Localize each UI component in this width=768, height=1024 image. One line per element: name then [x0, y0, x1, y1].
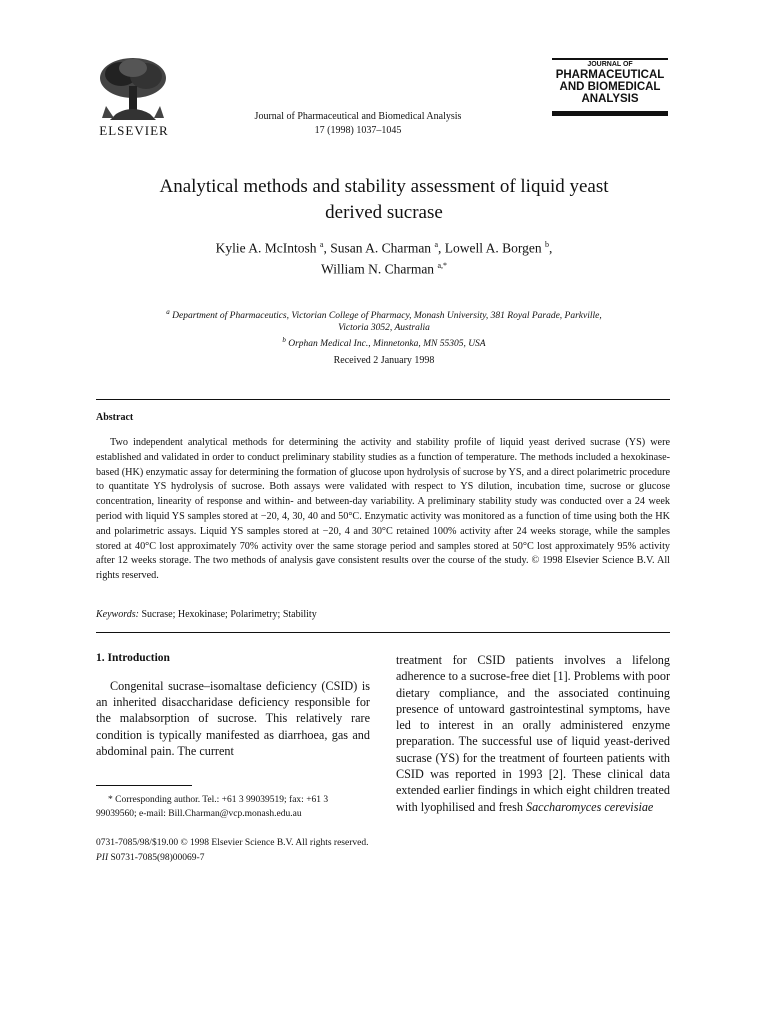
elsevier-tree-logo-icon — [96, 56, 170, 122]
species-name: Saccharomyces cerevisiae — [525, 799, 654, 814]
right-column — [396, 652, 670, 815]
abstract-top-rule — [96, 399, 670, 400]
masthead-line2: PHARMACEUTICAL — [555, 69, 665, 81]
pii-code: S0731-7085(98)00069-7 — [110, 853, 205, 863]
abstract-text: Two independent analytical methods for determining the activity and stability profile of liquid yeast derived sucrase (YS) were established and validated in order to conduct preliminary stability studies as a function of temperature. The methods included a hexokinase-based (HK) enzymatic assay for determining the formation of glucose upon hydrolysis of sucrose by YS, and a direct polarimetric procedure to quantitate YS hydrolysis of sucrose. Both assays were validated with respect to YS dilution, incubation time, sucrose or glucose concentration, linearity of response and within- and between-day variability. A preliminary stability study was conducted over a 24 week period with liquid YS samples stored at −20, 4, 30, 40 and 50°C. Enzymatic activity was monitored as a function of time using both the HK and polarimetric assays. Liquid YS samples stored at −20, 4 and 30°C retained 100% activity after 24 weeks storage, while the samples stored at 40°C lost approximately 70% activity over the same storage period and samples stored at 50°C lost approximately 95% activity after 12 weeks storage. The two methods of analysis gave consistent results over the course of the study. © 1998 Elsevier Science B.V. All rights reserved. — [96, 437, 670, 582]
keywords — [96, 609, 317, 620]
affil-a-marker: a — [166, 308, 170, 316]
journal-name: Journal of Pharmaceutical and Biomedical Analysis — [254, 111, 462, 122]
article-title — [100, 174, 668, 226]
masthead-line1: JOURNAL OF — [587, 61, 633, 68]
copyright-line: 0731-7085/98/$19.00 © 1998 Elsevier Science B.V. All rights reserved. — [96, 838, 369, 848]
masthead-line3: AND BIOMEDICAL — [559, 81, 661, 93]
copyright-block — [96, 836, 670, 866]
abstract-body — [96, 436, 670, 584]
publisher-name: ELSEVIER — [99, 123, 169, 138]
author-2: Susan A. Charman — [330, 240, 432, 256]
section-heading-introduction: 1. Introduction — [96, 652, 170, 664]
intro-paragraph-left: Congenital sucrase–isomaltase deficiency (CSID) is an inherited disaccharidase deficiency responsible for the malabsorption of sucrose. This relatively rare condition is typically manifested as diarrhoea, gas and abdominal pain. The current — [96, 679, 370, 758]
affiliations — [110, 306, 658, 350]
intro-right-text: treatment for CSID patients involves a lifelong adherence to a sucrose-free diet [1]. Problems with poor dietary compliance, and the associated continuing presence of untoward gastrointestinal symptoms, have led to interest in an orally administered enzyme preparation. The successful use of liquid yeast-derived sucrase (YS) for the treatment of fourteen patients with CSID was reported in 1993 [2]. These clinical data extended earlier findings in which eight children treated with lyophilised and fresh — [396, 653, 670, 814]
masthead-rule — [552, 58, 668, 60]
author-3: Lowell A. Borgen — [444, 240, 542, 256]
intro-paragraph-right — [396, 652, 670, 815]
journal-citation — [230, 110, 486, 138]
author-2-affil: a — [434, 240, 438, 249]
affil-b: Orphan Medical Inc., Minnetonka, MN 55305, USA — [288, 339, 486, 350]
author-3-affil: b — [545, 240, 549, 249]
keywords-label: Keywords: — [96, 609, 139, 620]
affil-b-marker: b — [282, 336, 286, 345]
volume-pages: 17 (1998) 1037–1045 — [314, 125, 402, 136]
affil-a-cont: Victoria 3052, Australia — [338, 323, 430, 334]
author-4: William N. Charman — [321, 261, 435, 276]
journal-masthead — [548, 58, 672, 116]
abstract-heading: Abstract — [96, 412, 134, 423]
author-1-affil: a — [319, 240, 324, 249]
keywords-text: Sucrase; Hexokinase; Polarimetry; Stability — [141, 609, 317, 620]
footnote-line2: 99039560; e-mail: Bill.Charman@vcp.monash.edu.au — [96, 809, 302, 819]
corresponding-author-footnote — [96, 793, 370, 821]
title-line1: Analytical methods and stability assessment of liquid yeast — [159, 176, 609, 197]
author-4-affil: a,* — [437, 260, 447, 270]
masthead-line4: ANALYSIS — [581, 93, 639, 105]
received-date: Received 2 January 1998 — [333, 355, 435, 366]
left-column — [96, 652, 370, 759]
masthead-bar — [552, 111, 668, 116]
abstract-bottom-rule — [96, 632, 670, 633]
author-1: Kylie A. McIntosh — [215, 240, 317, 256]
pii-label: PII — [96, 853, 109, 863]
affil-a: Department of Pharmaceutics, Victorian College of Pharmacy, Monash University, 381 Royal Parade, Parkville, — [172, 311, 602, 322]
footnote-line1: * Corresponding author. Tel.: +61 3 99039519; fax: +61 3 — [108, 795, 329, 805]
title-line2: derived sucrase — [325, 202, 443, 223]
author-list: Kylie A. McIntosh $^a$, Susan A. Charman $^a$, Lowell A. Borgen $^b$, William N. Charman $^{a,*}$ — [215, 240, 553, 276]
footnote-rule — [96, 785, 192, 786]
